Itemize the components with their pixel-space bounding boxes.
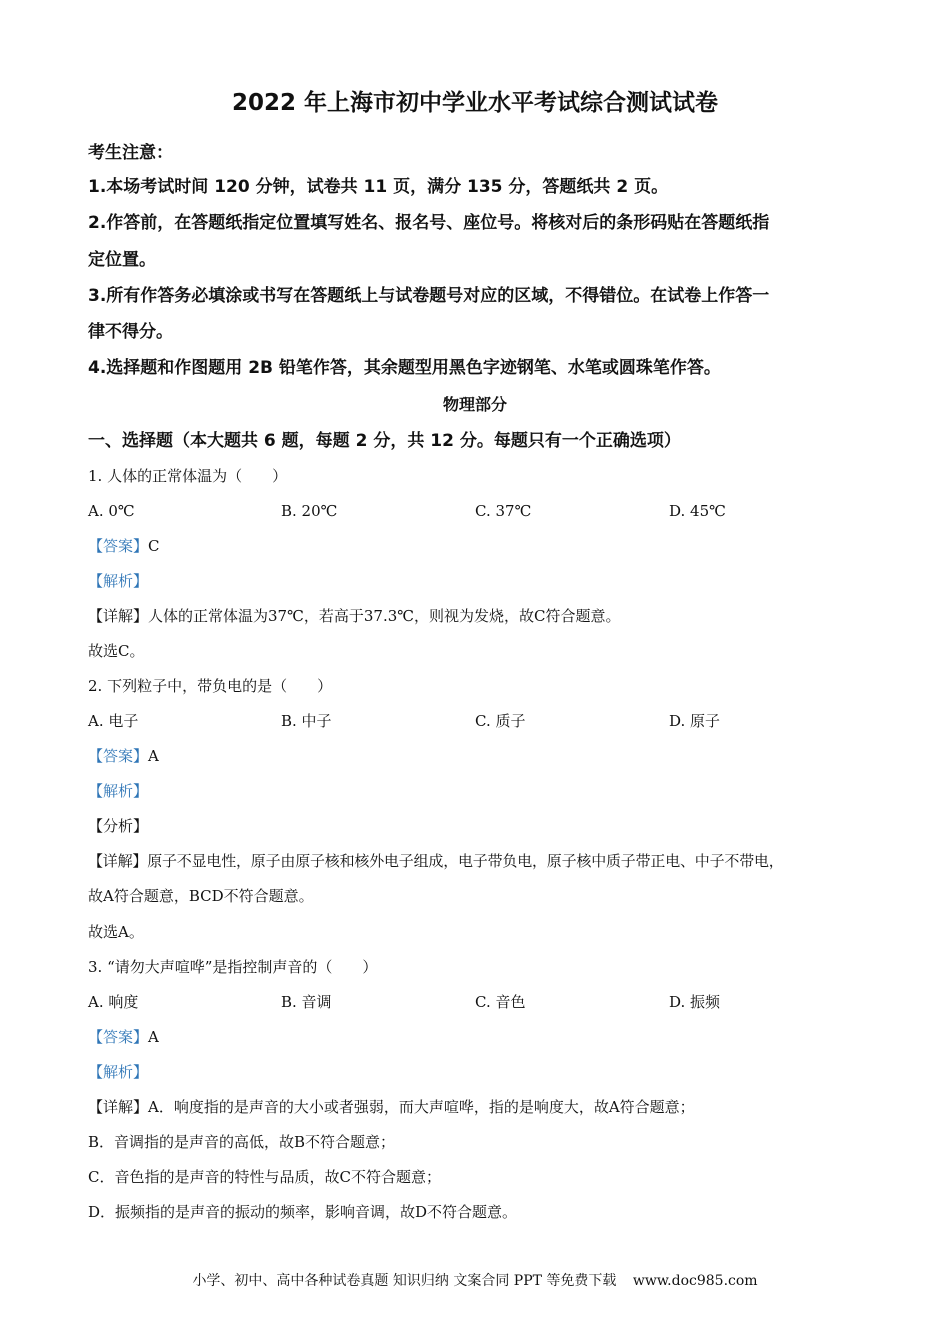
notice-line-2: 2.作答前，在答题纸指定位置填写姓名、报名号、座位号。将核对后的条形码贴在答题纸指 — [88, 213, 770, 233]
page-footer — [0, 1270, 950, 1290]
answer-value: A — [148, 747, 159, 765]
question-3-option-c: C. 音色 — [475, 993, 526, 1011]
answer-tag: 【答案】 — [88, 1028, 149, 1046]
question-1-option-a: A. 0℃ — [88, 502, 135, 520]
question-2-option-a: A. 电子 — [88, 712, 139, 730]
question-3-analysis-tag: 【解析】 — [88, 1063, 149, 1081]
question-2-detail-1: 【详解】原子不显电性，原子由原子核和核外电子组成，电子带负电，原子核中质子带正电、中子不带电， — [88, 852, 784, 870]
question-3-detail-3: C．音色指的是声音的特性与品质，故C不符合题意； — [88, 1168, 441, 1186]
notice-line-3-cont: 律不得分。 — [88, 322, 173, 342]
question-1-detail: 【详解】人体的正常体温为37℃，若高于37.3℃，则视为发烧，故C符合题意。 — [88, 607, 621, 625]
question-2-detail-2: 故A符合题意，BCD不符合题意。 — [88, 887, 314, 905]
notice-line-1: 1.本场考试时间 120 分钟，试卷共 11 页，满分 135 分，答题纸共 2 页。 — [88, 177, 669, 197]
question-1-conclusion: 故选C。 — [88, 642, 145, 660]
question-2-option-c: C. 质子 — [475, 712, 526, 730]
question-3-detail-4: D．振频指的是声音的振动的频率，影响音调，故D不符合题意。 — [88, 1203, 518, 1221]
footer-url[interactable]: www.doc985.com — [632, 1273, 758, 1289]
answer-tag: 【答案】 — [88, 747, 149, 765]
question-2-option-b: B. 中子 — [281, 712, 332, 730]
notice-heading: 考生注意： — [88, 143, 173, 163]
question-1-answer — [88, 536, 160, 556]
notice-line-4: 4.选择题和作图题用 2B 铅笔作答，其余题型用黑色字迹钢笔、水笔或圆珠笔作答。 — [88, 358, 721, 378]
question-1-option-d: D. 45℃ — [669, 502, 726, 520]
answer-value: A — [148, 1028, 159, 1046]
question-3-detail-2: B．音调指的是声音的高低，故B不符合题意； — [88, 1133, 396, 1151]
question-3-option-d: D. 振频 — [669, 993, 721, 1011]
notice-line-2-cont: 定位置。 — [88, 250, 156, 270]
footer-text: 小学、初中、高中各种试卷真题 知识归纳 文案合同 PPT 等免费下载 — [192, 1273, 617, 1289]
question-2-answer — [88, 746, 159, 766]
page-title: 2022 年上海市初中学业水平考试综合测试试卷 — [231, 90, 719, 116]
question-2-analysis-tag: 【解析】 — [88, 782, 149, 800]
answer-value: C — [148, 537, 160, 555]
question-1-option-c: C. 37℃ — [475, 502, 532, 520]
question-3-option-b: B. 音调 — [281, 993, 332, 1011]
question-1-option-b: B. 20℃ — [281, 502, 338, 520]
answer-tag: 【答案】 — [88, 537, 149, 555]
question-3-option-a: A. 响度 — [88, 993, 139, 1011]
question-2-fenxi: 【分析】 — [88, 817, 149, 835]
notice-line-3: 3.所有作答务必填涂或书写在答题纸上与试卷题号对应的区域，不得错位。在试卷上作答一 — [88, 286, 770, 306]
question-2-stem: 2. 下列粒子中，带负电的是（ ） — [88, 677, 333, 695]
question-1-analysis-tag: 【解析】 — [88, 572, 149, 590]
question-2-option-d: D. 原子 — [669, 712, 721, 730]
section-title: 一、选择题（本大题共 6 题，每题 2 分，共 12 分。每题只有一个正确选项） — [88, 431, 681, 451]
question-2-conclusion: 故选A。 — [88, 923, 144, 941]
question-3-stem: 3. “请勿大声喧哗”是指控制声音的（ ） — [88, 958, 378, 976]
question-3-answer — [88, 1027, 159, 1047]
question-1-stem: 1. 人体的正常体温为（ ） — [88, 467, 288, 485]
question-3-detail-1: 【详解】A．响度指的是声音的大小或者强弱，而大声喧哗，指的是响度大，故A符合题意； — [88, 1098, 695, 1116]
part-title: 物理部分 — [442, 395, 507, 414]
